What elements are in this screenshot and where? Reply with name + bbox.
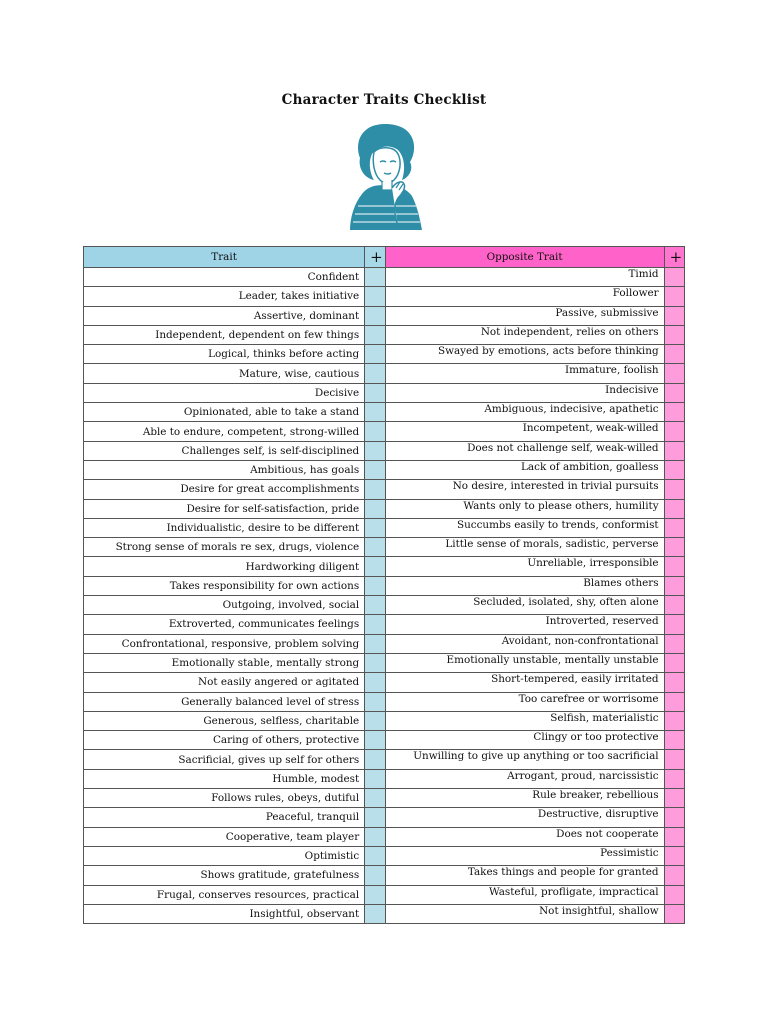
opposite-trait-label: Rule breaker, rebellious bbox=[385, 789, 664, 808]
trait-label: Insightful, observant bbox=[84, 904, 365, 923]
table-row bbox=[84, 287, 685, 306]
trait-checkbox[interactable] bbox=[365, 615, 385, 634]
opposite-trait-label: Emotionally unstable, mentally unstable bbox=[385, 653, 664, 672]
opposite-trait-label: Clingy or too protective bbox=[385, 731, 664, 750]
opposite-trait-label: Swayed by emotions, acts before thinking bbox=[385, 345, 664, 364]
trait-checkbox[interactable] bbox=[365, 480, 385, 499]
trait-checkbox[interactable] bbox=[365, 287, 385, 306]
opposite-trait-label: Too carefree or worrisome bbox=[385, 692, 664, 711]
opposite-trait-label: Passive, submissive bbox=[385, 306, 664, 325]
trait-label: Challenges self, is self-disciplined bbox=[84, 441, 365, 460]
trait-checkbox[interactable] bbox=[365, 634, 385, 653]
opposite-checkbox[interactable] bbox=[664, 460, 684, 479]
opposite-trait-label: Immature, foolish bbox=[385, 364, 664, 383]
opposite-trait-label: Not insightful, shallow bbox=[385, 904, 664, 923]
table-row bbox=[84, 634, 685, 653]
opposite-checkbox[interactable] bbox=[664, 538, 684, 557]
opposite-trait-label: Timid bbox=[385, 268, 664, 287]
opposite-checkbox[interactable] bbox=[664, 846, 684, 865]
opposite-checkbox[interactable] bbox=[664, 287, 684, 306]
trait-label: Confrontational, responsive, problem solving bbox=[84, 634, 365, 653]
table-row bbox=[84, 460, 685, 479]
opposite-checkbox[interactable] bbox=[664, 827, 684, 846]
table-row bbox=[84, 615, 685, 634]
table-row bbox=[84, 789, 685, 808]
opposite-checkbox[interactable] bbox=[664, 576, 684, 595]
trait-label: Leader, takes initiative bbox=[84, 287, 365, 306]
trait-label: Mature, wise, cautious bbox=[84, 364, 365, 383]
table-row bbox=[84, 422, 685, 441]
trait-label: Generous, selfless, charitable bbox=[84, 711, 365, 730]
trait-label: Peaceful, tranquil bbox=[84, 808, 365, 827]
table-row bbox=[84, 325, 685, 344]
opposite-trait-label: Does not cooperate bbox=[385, 827, 664, 846]
trait-checkbox[interactable] bbox=[365, 499, 385, 518]
trait-checkbox[interactable] bbox=[365, 692, 385, 711]
trait-checkbox[interactable] bbox=[365, 441, 385, 460]
trait-label: Emotionally stable, mentally strong bbox=[84, 653, 365, 672]
opposite-checkbox[interactable] bbox=[664, 750, 684, 769]
trait-label: Desire for self-satisfaction, pride bbox=[84, 499, 365, 518]
opposite-checkbox[interactable] bbox=[664, 653, 684, 672]
trait-checkbox[interactable] bbox=[365, 731, 385, 750]
table-row bbox=[84, 904, 685, 923]
opposite-trait-label: Wasteful, profligate, impractical bbox=[385, 885, 664, 904]
table-row bbox=[84, 769, 685, 788]
trait-label: Follows rules, obeys, dutiful bbox=[84, 789, 365, 808]
trait-label: Decisive bbox=[84, 383, 365, 402]
opposite-trait-label: Unwilling to give up anything or too sacrificial bbox=[385, 750, 664, 769]
trait-checkbox[interactable] bbox=[365, 885, 385, 904]
trait-label: Optimistic bbox=[84, 846, 365, 865]
trait-label: Strong sense of morals re sex, drugs, violence bbox=[84, 538, 365, 557]
trait-label: Assertive, dominant bbox=[84, 306, 365, 325]
trait-label: Ambitious, has goals bbox=[84, 460, 365, 479]
opposite-checkbox[interactable] bbox=[664, 268, 684, 287]
table-row bbox=[84, 596, 685, 615]
opposite-checkbox[interactable] bbox=[664, 403, 684, 422]
opposite-checkbox[interactable] bbox=[664, 422, 684, 441]
table-row bbox=[84, 576, 685, 595]
trait-checkbox[interactable] bbox=[365, 460, 385, 479]
table-row bbox=[84, 364, 685, 383]
table-row bbox=[84, 480, 685, 499]
opposite-trait-label: Wants only to please others, humility bbox=[385, 499, 664, 518]
opposite-checkbox[interactable] bbox=[664, 673, 684, 692]
opposite-trait-label: Introverted, reserved bbox=[385, 615, 664, 634]
opposite-checkbox[interactable] bbox=[664, 769, 684, 788]
opposite-trait-label: Arrogant, proud, narcissistic bbox=[385, 769, 664, 788]
opposite-trait-label: Takes things and people for granted bbox=[385, 866, 664, 885]
trait-checkbox[interactable] bbox=[365, 345, 385, 364]
opposite-checkbox[interactable] bbox=[664, 364, 684, 383]
opposite-checkbox[interactable] bbox=[664, 711, 684, 730]
opposite-trait-label: Destructive, disruptive bbox=[385, 808, 664, 827]
trait-checkbox[interactable] bbox=[365, 827, 385, 846]
opposite-checkbox[interactable] bbox=[664, 557, 684, 576]
trait-checkbox[interactable] bbox=[365, 325, 385, 344]
trait-label: Humble, modest bbox=[84, 769, 365, 788]
opposite-checkbox[interactable] bbox=[664, 518, 684, 537]
table-row bbox=[84, 441, 685, 460]
table-row bbox=[84, 711, 685, 730]
opposite-trait-label: Unreliable, irresponsible bbox=[385, 557, 664, 576]
table-row bbox=[84, 846, 685, 865]
opposite-trait-label: Pessimistic bbox=[385, 846, 664, 865]
trait-label: Individualistic, desire to be different bbox=[84, 518, 365, 537]
opposite-checkbox[interactable] bbox=[664, 480, 684, 499]
table-row bbox=[84, 808, 685, 827]
trait-label: Extroverted, communicates feelings bbox=[84, 615, 365, 634]
trait-checkbox[interactable] bbox=[365, 750, 385, 769]
opposite-trait-label: Little sense of morals, sadistic, perverse bbox=[385, 538, 664, 557]
table-row bbox=[84, 268, 685, 287]
opposite-trait-label: No desire, interested in trivial pursuits bbox=[385, 480, 664, 499]
trait-label: Generally balanced level of stress bbox=[84, 692, 365, 711]
opposite-plus-header: + bbox=[664, 247, 684, 268]
opposite-column-header: Opposite Trait bbox=[385, 247, 664, 268]
table-row bbox=[84, 345, 685, 364]
opposite-checkbox[interactable] bbox=[664, 345, 684, 364]
trait-label: Able to endure, competent, strong-willed bbox=[84, 422, 365, 441]
table-row bbox=[84, 885, 685, 904]
opposite-trait-label: Secluded, isolated, shy, often alone bbox=[385, 596, 664, 615]
trait-checkbox[interactable] bbox=[365, 653, 385, 672]
opposite-trait-label: Does not challenge self, weak-willed bbox=[385, 441, 664, 460]
trait-label: Independent, dependent on few things bbox=[84, 325, 365, 344]
trait-checkbox[interactable] bbox=[365, 789, 385, 808]
table-row bbox=[84, 673, 685, 692]
opposite-trait-label: Not independent, relies on others bbox=[385, 325, 664, 344]
opposite-checkbox[interactable] bbox=[664, 731, 684, 750]
trait-label: Sacrificial, gives up self for others bbox=[84, 750, 365, 769]
opposite-checkbox[interactable] bbox=[664, 615, 684, 634]
trait-checkbox[interactable] bbox=[365, 403, 385, 422]
table-row bbox=[84, 731, 685, 750]
opposite-checkbox[interactable] bbox=[664, 692, 684, 711]
table-row bbox=[84, 383, 685, 402]
opposite-checkbox[interactable] bbox=[664, 789, 684, 808]
trait-checkbox[interactable] bbox=[365, 306, 385, 325]
opposite-trait-label: Follower bbox=[385, 287, 664, 306]
trait-checkbox[interactable] bbox=[365, 866, 385, 885]
trait-label: Hardworking diligent bbox=[84, 557, 365, 576]
opposite-trait-label: Blames others bbox=[385, 576, 664, 595]
table-row bbox=[84, 306, 685, 325]
table-row bbox=[84, 692, 685, 711]
trait-checkbox[interactable] bbox=[365, 846, 385, 865]
trait-label: Caring of others, protective bbox=[84, 731, 365, 750]
trait-checkbox[interactable] bbox=[365, 518, 385, 537]
opposite-trait-label: Incompetent, weak-willed bbox=[385, 422, 664, 441]
opposite-trait-label: Succumbs easily to trends, conformist bbox=[385, 518, 664, 537]
trait-checkbox[interactable] bbox=[365, 538, 385, 557]
trait-checkbox[interactable] bbox=[365, 673, 385, 692]
table-row bbox=[84, 557, 685, 576]
trait-checkbox[interactable] bbox=[365, 596, 385, 615]
table-header-row bbox=[84, 247, 685, 268]
trait-checkbox[interactable] bbox=[365, 557, 385, 576]
trait-label: Takes responsibility for own actions bbox=[84, 576, 365, 595]
trait-label: Opinionated, able to take a stand bbox=[84, 403, 365, 422]
trait-checkbox[interactable] bbox=[365, 904, 385, 923]
trait-checkbox[interactable] bbox=[365, 711, 385, 730]
trait-label: Logical, thinks before acting bbox=[84, 345, 365, 364]
table-row bbox=[84, 750, 685, 769]
opposite-checkbox[interactable] bbox=[664, 808, 684, 827]
trait-label: Cooperative, team player bbox=[84, 827, 365, 846]
opposite-checkbox[interactable] bbox=[664, 904, 684, 923]
opposite-trait-label: Short-tempered, easily irritated bbox=[385, 673, 664, 692]
opposite-trait-label: Ambiguous, indecisive, apathetic bbox=[385, 403, 664, 422]
trait-checkbox[interactable] bbox=[365, 383, 385, 402]
opposite-trait-label: Selfish, materialistic bbox=[385, 711, 664, 730]
trait-checkbox[interactable] bbox=[365, 364, 385, 383]
trait-rows bbox=[84, 268, 685, 924]
opposite-trait-label: Indecisive bbox=[385, 383, 664, 402]
opposite-trait-label: Lack of ambition, goalless bbox=[385, 460, 664, 479]
trait-plus-header: + bbox=[365, 247, 385, 268]
opposite-checkbox[interactable] bbox=[664, 383, 684, 402]
opposite-checkbox[interactable] bbox=[664, 499, 684, 518]
opposite-checkbox[interactable] bbox=[664, 306, 684, 325]
table-row bbox=[84, 403, 685, 422]
opposite-checkbox[interactable] bbox=[664, 441, 684, 460]
traits-table bbox=[83, 246, 685, 924]
opposite-checkbox[interactable] bbox=[664, 866, 684, 885]
page-title: Character Traits Checklist bbox=[281, 92, 487, 108]
table-row bbox=[84, 499, 685, 518]
opposite-checkbox[interactable] bbox=[664, 325, 684, 344]
trait-label: Confident bbox=[84, 268, 365, 287]
trait-label: Desire for great accomplishments bbox=[84, 480, 365, 499]
table-row bbox=[84, 518, 685, 537]
trait-checkbox[interactable] bbox=[365, 268, 385, 287]
table-row bbox=[84, 538, 685, 557]
woman-thinking-illustration bbox=[344, 122, 426, 232]
trait-checkbox[interactable] bbox=[365, 576, 385, 595]
opposite-checkbox[interactable] bbox=[664, 634, 684, 653]
trait-label: Not easily angered or agitated bbox=[84, 673, 365, 692]
trait-label: Frugal, conserves resources, practical bbox=[84, 885, 365, 904]
trait-label: Outgoing, involved, social bbox=[84, 596, 365, 615]
table-row bbox=[84, 653, 685, 672]
trait-checkbox[interactable] bbox=[365, 422, 385, 441]
opposite-trait-label: Avoidant, non-confrontational bbox=[385, 634, 664, 653]
trait-label: Shows gratitude, gratefulness bbox=[84, 866, 365, 885]
trait-checkbox[interactable] bbox=[365, 769, 385, 788]
table-row bbox=[84, 866, 685, 885]
trait-checkbox[interactable] bbox=[365, 808, 385, 827]
opposite-checkbox[interactable] bbox=[664, 596, 684, 615]
trait-column-header: Trait bbox=[84, 247, 365, 268]
table-row bbox=[84, 827, 685, 846]
opposite-checkbox[interactable] bbox=[664, 885, 684, 904]
